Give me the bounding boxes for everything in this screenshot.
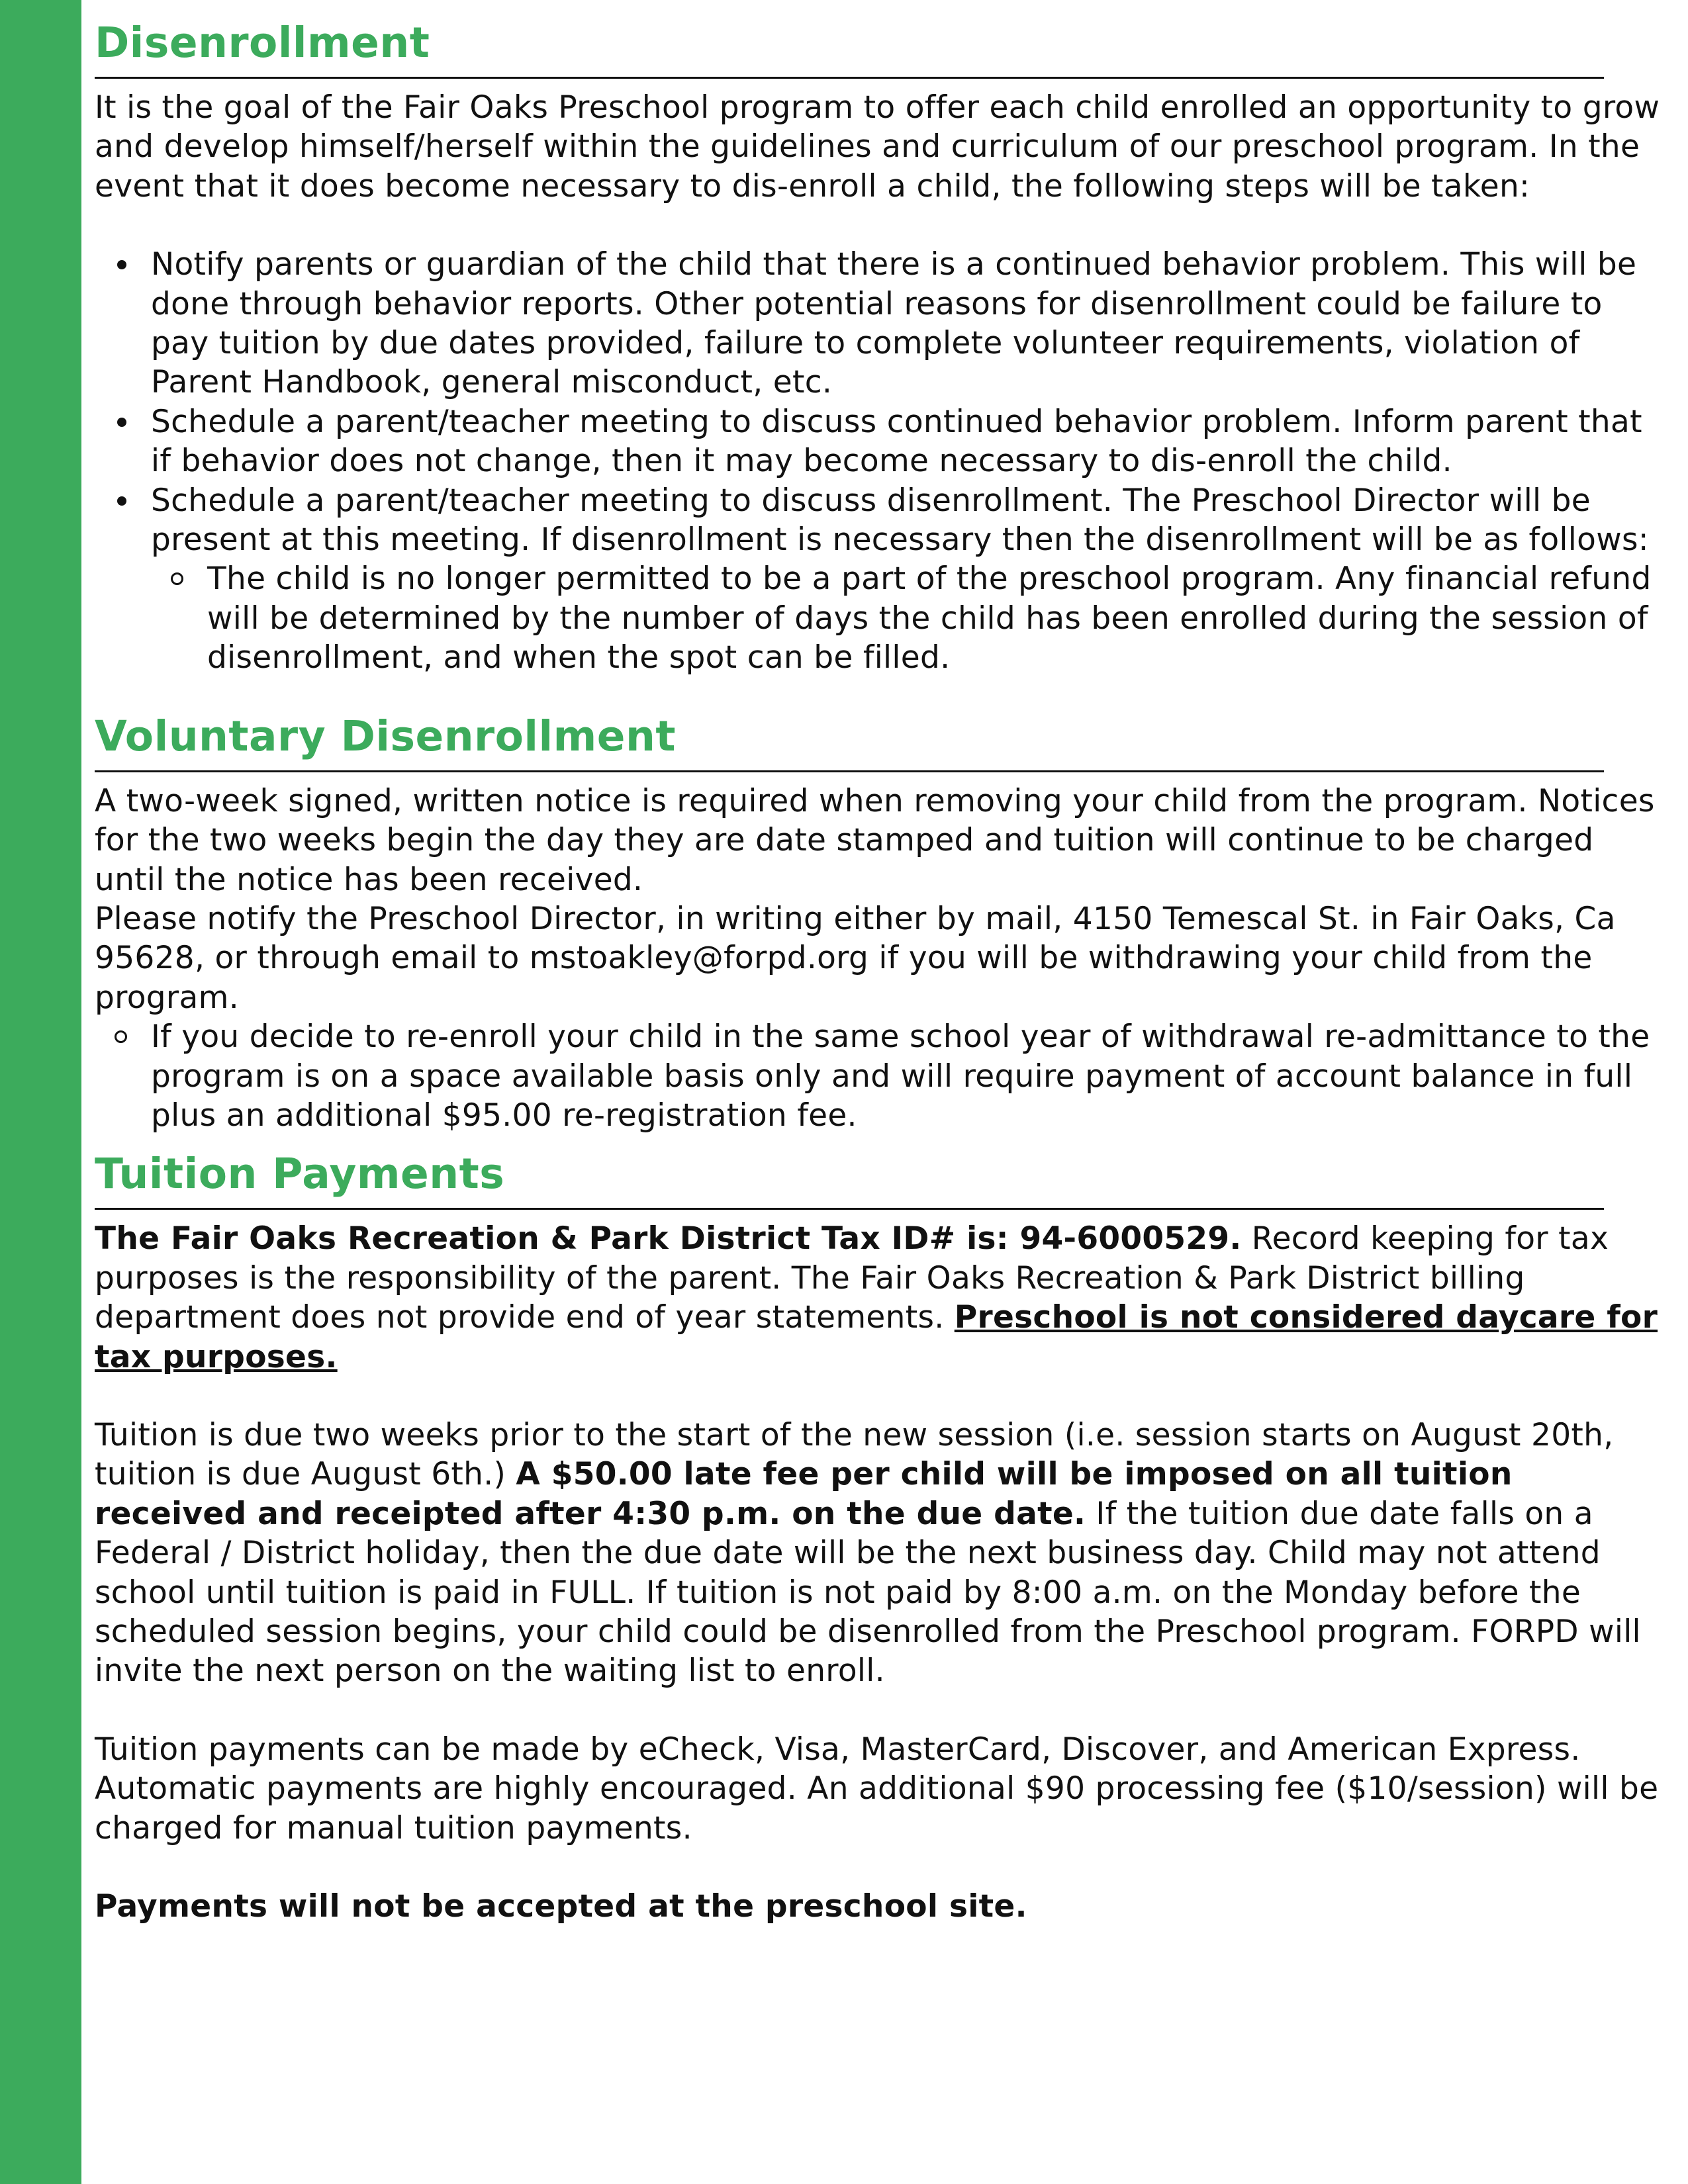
disenrollment-heading: Disenrollment [95, 19, 430, 67]
tuition-payments-heading: Tuition Payments [95, 1150, 505, 1199]
step-text: Notify parents or guardian of the child that there is a continued behavior problem. This will be done through behavior reports. Other potential reasons for disenrollment could be failure to pay tuition by due dates provided, failure to complete volunteer requirements, violation of Parent Handbook, general misconduct, etc. [151, 246, 1637, 401]
list-item [151, 559, 1664, 677]
bullet-icon [117, 260, 126, 269]
heading-rule [95, 1208, 1604, 1210]
list-item [95, 1017, 1664, 1135]
voluntary-disenrollment-heading: Voluntary Disenrollment [95, 711, 676, 760]
voluntary-notice-text: A two-week signed, written notice is required when removing your child from the program. Notices for the two weeks begin the day they are date stamped and tuition will continue to be charged until the notice has been received. [95, 782, 1655, 898]
hollow-bullet-icon [171, 572, 183, 585]
tax-id-statement: The Fair Oaks Recreation & Park District Tax ID# is: 94-6000529. [95, 1220, 1242, 1257]
payment-methods-text: Tuition payments can be made by eCheck, Visa, MasterCard, Discover, and American Express. Automatic payments are highly encouraged. An additional $90 processing fee ($10/session) will be charged for manual tuition payments. [95, 1731, 1659, 1846]
tuition-payments-section [95, 1144, 1664, 1926]
green-side-bar [0, 0, 81, 2184]
disenrollment-sub-steps [151, 559, 1664, 677]
hollow-bullet-icon [115, 1030, 127, 1043]
tax-id-paragraph [95, 1219, 1664, 1377]
payment-site-notice: Payments will not be accepted at the preschool site. [95, 1888, 1027, 1925]
bullet-icon [117, 496, 126, 506]
list-item [95, 245, 1664, 402]
voluntary-disenrollment-section [95, 707, 1664, 1136]
sub-step-text: The child is no longer permitted to be a part of the preschool program. Any financial refund will be determined by the number of days the child has been enrolled during the session of disenrollment, and when the spot can be filled. [207, 561, 1652, 676]
bullet-icon [117, 418, 126, 427]
tuition-due-paragraph [95, 1416, 1664, 1691]
disenrollment-section [95, 13, 1664, 678]
disenrollment-steps [95, 245, 1664, 677]
re-enroll-note: If you decide to re-enroll your child in the same school year of withdrawal re-admittance to the program is on a space available basis only and will require payment of account balance in full plus an additional $95.00 re-registration fee. [151, 1019, 1650, 1134]
voluntary-contact-text: Please notify the Preschool Director, in writing either by mail, 4150 Temescal St. in Fair Oaks, Ca 95628, or through email to mstoakley@forpd.org if you will be withdrawing your child from the program. [95, 900, 1616, 1016]
disenrollment-intro: It is the goal of the Fair Oaks Preschool program to offer each child enrolled an opportunity to grow and develop himself/herself within the guidelines and curriculum of our preschool program. In the event that it does become necessary to dis-enroll a child, the following steps will be taken: [95, 89, 1660, 205]
due-date-text: Tuition is due two weeks prior to the start of the new session (i.e. session starts on August 20th, tuition is due August 6th.) [95, 1416, 1614, 1493]
step-text: Schedule a parent/teacher meeting to discuss continued behavior problem. Inform parent that if behavior does not change, then it may become necessary to dis-enroll the child. [151, 403, 1642, 480]
page-content [95, 13, 1664, 1926]
late-fee-notice: A $50.00 late fee per child will be imposed on all tuition received and receipted after 4:30 p.m. on the due date. [95, 1456, 1513, 1532]
daycare-notice: Preschool is not considered daycare for tax purposes. [95, 1299, 1658, 1375]
list-item [95, 402, 1664, 481]
step-text: Schedule a parent/teacher meeting to discuss disenrollment. The Preschool Director will be present at this meeting. If disenrollment is necessary then the disenrollment will be as follows: [151, 482, 1649, 559]
heading-rule [95, 77, 1604, 79]
list-item [95, 481, 1664, 678]
voluntary-sub-notes [95, 1017, 1664, 1135]
tax-record-text: Record keeping for tax purposes is the responsibility of the parent. The Fair Oaks Recreation & Park District billing department does not provide end of year statements. [95, 1220, 1609, 1336]
due-rules-text: If the tuition due date falls on a Federal / District holiday, then the due date will be the next business day. Child may not attend school until tuition is paid in FULL. If tuition is not paid by 8:00 a.m. on the Monday before the scheduled session begins, your child could be disenrolled from the Preschool program. FORPD will invite the next person on the waiting list to enroll. [95, 1495, 1641, 1690]
heading-rule [95, 770, 1604, 772]
